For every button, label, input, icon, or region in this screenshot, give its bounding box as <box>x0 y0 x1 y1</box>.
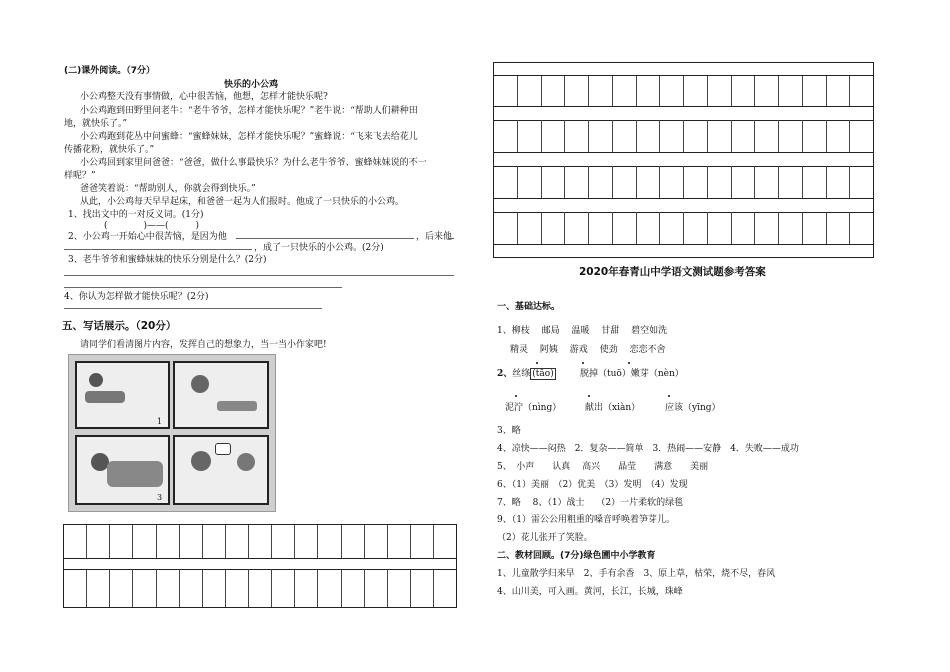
emphasis-dot <box>536 362 538 364</box>
story-paragraph: 从此，小公鸡每天早早起床，和爸爸一起为人们报时。他成了一只快乐的小公鸡。 <box>80 197 405 207</box>
comic-panel-2 <box>173 361 269 429</box>
question-1-blanks[interactable]: ( )——( ) <box>104 221 200 231</box>
story-paragraph: 地，就快乐了。” <box>64 119 128 129</box>
answer-2-row2-c: 应该（yīng） <box>665 403 721 413</box>
answer-line[interactable] <box>64 287 342 288</box>
answer-line-1: 1、柳枝 邮局 温暖 甘甜 碧空如洗 <box>497 326 668 336</box>
answer-line-b1: 1、儿童散学归来早 2、手有余香 3、原上草，枯荣，烧不尽，春风 <box>497 569 776 579</box>
answer-2-row2-a: 泥泞（nìng） <box>505 403 562 413</box>
answer-2-prefix: 2、 <box>497 369 513 379</box>
story-paragraph: 小公鸡跑到田野里问老牛：“老牛爷爷，怎样才能快乐呢？”老牛说：“帮助人们耕种田 <box>80 106 418 116</box>
answer-line-5: 5、 小声 认真 高兴 晶莹 满意 美丽 <box>497 462 709 472</box>
answer-line-3: 3、略 <box>497 426 521 436</box>
comic-panel-3 <box>75 435 170 505</box>
answer-line-1b: 精灵 阿姨 游戏 使劲 恋恋不舍 <box>510 345 666 355</box>
question-1: 1、找出文中的一对反义词。(1分) <box>68 210 204 220</box>
answer-key-title: 2020年春青山中学语文测试题参考答案 <box>579 266 766 278</box>
answer-2-words: 脱掉（tuō）嫩芽（nèn） <box>580 369 684 379</box>
story-paragraph: 小公鸡回到家里问爸爸：“爸爸，做什么事最快乐？为什么老牛爷爷、蜜蜂妹妹说的不一 <box>80 158 427 168</box>
reading-section-title: (二)课外阅读。（7分） <box>64 66 155 76</box>
story-title: 快乐的小公鸡 <box>224 80 279 90</box>
answer-line-9a: 9、（1）雷公公用粗重的嗓音呼唤着笋芽儿。 <box>497 515 675 525</box>
story-paragraph: 样呢？” <box>64 171 96 181</box>
comic-panel-1 <box>75 361 170 429</box>
writing-grid-top[interactable] <box>493 62 874 258</box>
emphasis-dot <box>515 395 517 397</box>
question-3: 3、老牛爷爷和蜜蜂妹妹的快乐分别是什么？(2分) <box>68 255 267 265</box>
panel-number: 3 <box>157 493 163 502</box>
answer-line[interactable] <box>64 308 322 309</box>
story-paragraph: 爸爸笑着说：“帮助别人，你就会得到快乐。” <box>80 184 256 194</box>
comic-strip-image <box>68 354 276 512</box>
comic-panel-4 <box>173 435 269 505</box>
story-paragraph: 小公鸡整天没有事情做，心中很苦恼，他想，怎样才能快乐呢? <box>80 92 328 102</box>
panel-number: 1 <box>157 417 163 426</box>
question-2-part-a: 2、小公鸡一开始心中很苦恼，是因为他 <box>68 232 227 242</box>
question-2-part-b: ，后来他 <box>416 232 453 242</box>
emphasis-dot <box>628 362 630 364</box>
writing-prompt: 请同学们看清图片内容，发挥自己的想象力，当一当小作家吧! <box>80 340 327 350</box>
question-4: 4、你认为怎样做才能快乐呢？(2分) <box>64 292 209 302</box>
answer-line-9b: （2）花儿张开了笑脸。 <box>497 533 593 543</box>
answer-line[interactable] <box>64 275 454 276</box>
answer-line-4: 4、凉快——闷热 2．复杂——简单 3．热闹——安静 4．失败——成功 <box>497 444 799 454</box>
answer-2-word: 丝绦 <box>512 369 531 379</box>
answer-line-b4: 4、山川美，可入画。黄河，长江，长城，珠峰 <box>497 587 683 597</box>
answer-line-7-8: 7、略 8、（1）战士 （2）一片柔软的绿毯 <box>497 498 684 508</box>
story-paragraph: 小公鸡跑到花丛中问蜜蜂：“蜜蜂妹妹，怎样才能快乐呢？”蜜蜂说：“飞来飞去给花儿 <box>80 132 418 142</box>
answer-line-2 <box>497 366 556 379</box>
writing-section-title: 五、写话展示。（20分） <box>62 320 177 332</box>
answer-line[interactable] <box>448 238 454 239</box>
question-2-part-c: ，成了一只快乐的小公鸡。(2分) <box>254 243 384 253</box>
answer-2-row2-b: 献出（xiàn） <box>585 403 641 413</box>
answer-section-2-title: 二、教材回顾。(7分)绿色圃中小学教育 <box>497 551 656 561</box>
writing-grid[interactable] <box>63 524 457 608</box>
emphasis-dot <box>582 362 584 364</box>
answer-line-6: 6、（1）美丽 （2）优美 （3）发明 （4）发现 <box>497 480 688 490</box>
emphasis-dot <box>668 395 670 397</box>
answer-2-pinyin: (tāo) <box>532 369 554 379</box>
emphasis-dot <box>588 395 590 397</box>
story-paragraph: 传播花粉，就快乐了。” <box>64 145 155 155</box>
answer-line[interactable] <box>64 249 252 250</box>
answer-line[interactable] <box>236 238 414 239</box>
answer-section-1-title: 一、基础达标。 <box>497 302 561 312</box>
